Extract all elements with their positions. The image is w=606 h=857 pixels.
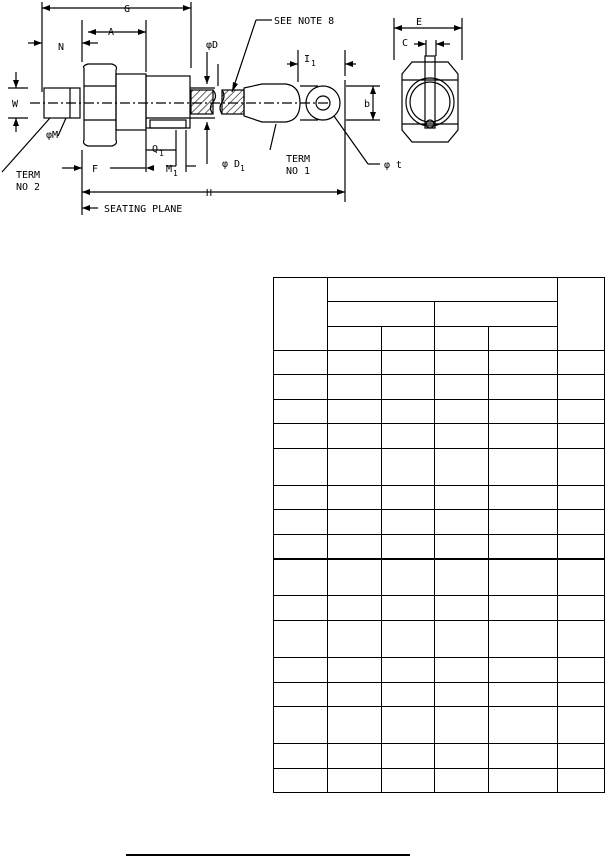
table-cell xyxy=(328,621,382,658)
table-row xyxy=(274,449,605,486)
table-cell xyxy=(435,683,489,707)
table-cell xyxy=(558,375,605,400)
label-phi-D1-subscript: 1 xyxy=(240,164,245,173)
table-cell xyxy=(435,621,489,658)
table-cell xyxy=(328,486,382,510)
table-cell xyxy=(328,658,382,683)
table-cell xyxy=(435,744,489,769)
table-row xyxy=(274,707,605,744)
table-cell xyxy=(435,535,489,559)
table-row xyxy=(274,683,605,707)
table-cell xyxy=(558,559,605,596)
table-cell xyxy=(489,559,558,596)
table-cell xyxy=(558,351,605,375)
term-no2-label-line1: TERM xyxy=(16,170,41,181)
table-cell xyxy=(274,424,328,449)
label-F: F xyxy=(92,164,99,175)
table-row xyxy=(274,769,605,793)
table-cell xyxy=(435,769,489,793)
table-cell xyxy=(328,400,382,424)
table-cell xyxy=(382,683,435,707)
term-no1-label-line2: NO 1 xyxy=(286,166,311,177)
table-row xyxy=(274,744,605,769)
table-cell xyxy=(382,449,435,486)
table-row xyxy=(274,559,605,596)
seating-plane-label: SEATING PLANE xyxy=(104,204,183,215)
table-cell xyxy=(274,535,328,559)
table-cell xyxy=(489,449,558,486)
table-row xyxy=(274,400,605,424)
label-H: H xyxy=(206,188,213,199)
table-cell xyxy=(274,375,328,400)
label-N: N xyxy=(58,42,65,53)
table-cell xyxy=(558,424,605,449)
label-phi-D: φD xyxy=(206,40,219,51)
table-cell xyxy=(558,535,605,559)
see-note-callout: SEE NOTE 8 xyxy=(274,16,335,27)
table-header-cell xyxy=(558,278,605,351)
table-cell xyxy=(558,658,605,683)
table-cell xyxy=(489,351,558,375)
table-cell xyxy=(382,351,435,375)
label-b: b xyxy=(364,99,371,110)
table-cell xyxy=(435,486,489,510)
table-cell xyxy=(558,510,605,535)
label-M1: M xyxy=(166,164,173,175)
table-cell xyxy=(328,744,382,769)
table-cell xyxy=(382,400,435,424)
table-cell xyxy=(274,658,328,683)
table-cell xyxy=(489,658,558,683)
table-cell xyxy=(274,449,328,486)
table-cell xyxy=(435,400,489,424)
table-cell xyxy=(328,535,382,559)
table-cell xyxy=(435,559,489,596)
table-cell xyxy=(489,400,558,424)
table-cell xyxy=(558,621,605,658)
table-cell xyxy=(435,510,489,535)
table-cell xyxy=(382,707,435,744)
table-cell xyxy=(382,424,435,449)
table-cell xyxy=(558,769,605,793)
table-cell xyxy=(274,769,328,793)
table-cell xyxy=(274,683,328,707)
table-header-cell xyxy=(328,327,382,351)
table-cell xyxy=(382,535,435,559)
table-header-cell xyxy=(328,278,558,302)
label-Q1-subscript: 1 xyxy=(159,149,164,158)
table-cell xyxy=(328,449,382,486)
table-cell xyxy=(558,744,605,769)
term-no1-label-line1: TERM xyxy=(286,154,311,165)
table-cell xyxy=(435,351,489,375)
table-cell xyxy=(435,449,489,486)
table-cell xyxy=(489,621,558,658)
label-I1-subscript: 1 xyxy=(311,59,316,68)
table-header-cell xyxy=(328,302,435,327)
table-cell xyxy=(328,683,382,707)
table-cell xyxy=(274,486,328,510)
table-row xyxy=(274,535,605,559)
table-header-cell xyxy=(435,302,558,327)
table-cell xyxy=(435,707,489,744)
label-Q1: Q xyxy=(152,144,159,155)
table-cell xyxy=(489,744,558,769)
label-I1: I xyxy=(304,54,311,65)
table-cell xyxy=(435,596,489,621)
table-cell xyxy=(274,744,328,769)
table-cell xyxy=(274,400,328,424)
footer-divider xyxy=(126,854,410,856)
table-cell xyxy=(382,559,435,596)
table-cell xyxy=(489,683,558,707)
package-outline-drawing xyxy=(0,0,606,260)
table-cell xyxy=(382,486,435,510)
table-cell xyxy=(274,707,328,744)
table-cell xyxy=(382,744,435,769)
label-phi-D1: φ D xyxy=(222,159,241,170)
table-cell xyxy=(328,596,382,621)
table-cell xyxy=(328,510,382,535)
table-cell xyxy=(382,769,435,793)
table-cell xyxy=(274,621,328,658)
table-cell xyxy=(382,596,435,621)
table-cell xyxy=(558,400,605,424)
table-cell xyxy=(382,621,435,658)
label-C: C xyxy=(402,38,409,49)
table-header-cell xyxy=(435,327,489,351)
table-row xyxy=(274,658,605,683)
table-cell xyxy=(435,375,489,400)
term-no2-label-line2: NO 2 xyxy=(16,182,41,193)
table-cell xyxy=(489,596,558,621)
table-cell xyxy=(558,707,605,744)
label-A: A xyxy=(108,27,115,38)
table-cell xyxy=(382,658,435,683)
table-cell xyxy=(328,351,382,375)
table-row xyxy=(274,424,605,449)
table-row xyxy=(274,375,605,400)
table-cell xyxy=(328,424,382,449)
table-cell xyxy=(274,596,328,621)
table-cell xyxy=(489,510,558,535)
table-cell xyxy=(489,375,558,400)
label-W: W xyxy=(12,99,19,110)
table-cell xyxy=(382,510,435,535)
table-cell xyxy=(558,596,605,621)
table-cell xyxy=(328,707,382,744)
table-row xyxy=(274,510,605,535)
label-E: E xyxy=(416,17,423,28)
table-cell xyxy=(274,510,328,535)
table-header-cell xyxy=(274,278,328,351)
table-cell xyxy=(489,424,558,449)
table-cell xyxy=(489,535,558,559)
table-header-cell xyxy=(489,327,558,351)
label-phi-t: φ t xyxy=(384,160,403,171)
table-cell xyxy=(558,683,605,707)
table-cell xyxy=(382,375,435,400)
table-row xyxy=(274,596,605,621)
table-cell xyxy=(558,449,605,486)
table-cell xyxy=(489,486,558,510)
table-header-cell xyxy=(382,327,435,351)
table-row xyxy=(274,621,605,658)
label-phi-M: φM xyxy=(46,130,59,141)
dimension-table xyxy=(273,277,605,793)
table-cell xyxy=(435,658,489,683)
table-cell xyxy=(489,707,558,744)
table-cell xyxy=(328,769,382,793)
table-row xyxy=(274,486,605,510)
table-row xyxy=(274,351,605,375)
table-cell xyxy=(435,424,489,449)
table-cell xyxy=(328,375,382,400)
table-cell xyxy=(274,351,328,375)
label-M1-subscript: 1 xyxy=(173,169,178,178)
table-cell xyxy=(328,559,382,596)
table-cell xyxy=(489,769,558,793)
label-G: G xyxy=(124,4,131,15)
table-cell xyxy=(558,486,605,510)
table-cell xyxy=(274,559,328,596)
